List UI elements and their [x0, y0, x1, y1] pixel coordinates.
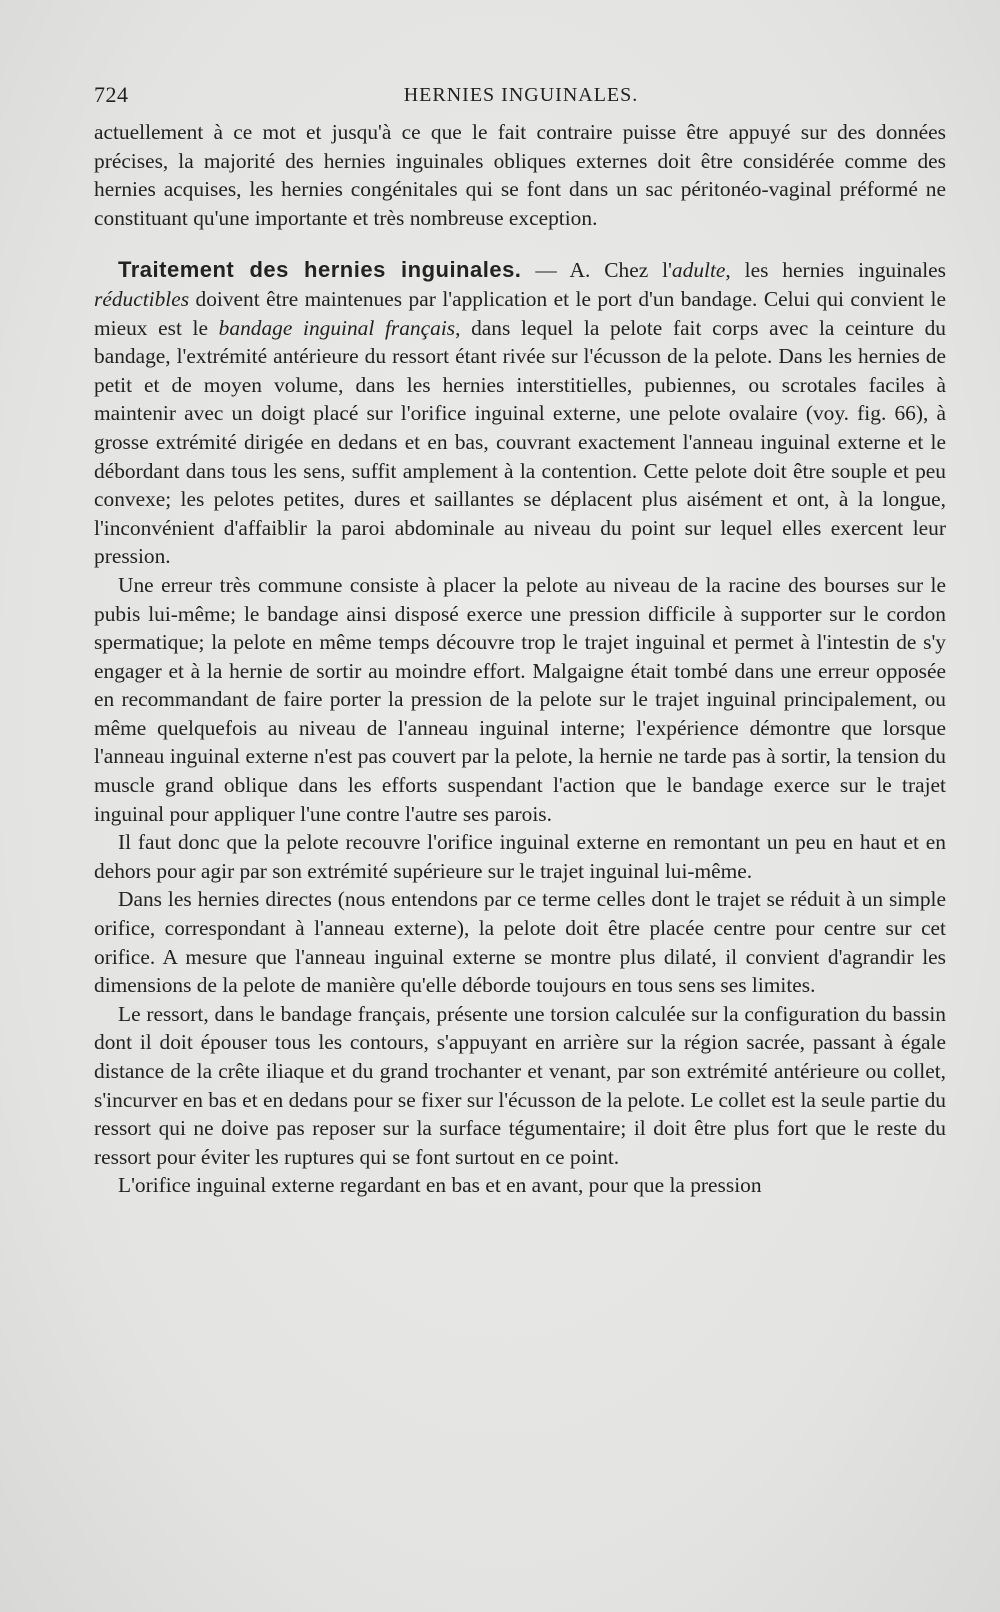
paragraph-4: Il faut donc que la pelote recouvre l'orifice inguinal externe en remontant un peu en haut et en dehors pour agir par son extrémité supérieure sur le trajet inguinal lui-même.	[94, 830, 946, 883]
page-header	[94, 80, 948, 110]
paragraph-6: Le ressort, dans le bandage français, présente une torsion calculée sur la configuration du bassin dont il doit épouser tous les contours, s'appuyant en arrière sur la région sacrée, passant à égale distance de la crête iliaque et du grand trochanter et venant, par son extrémité antérieure ou collet, s'incurver en bas et en dedans pour se fixer sur l'écusson de la pelote. Le collet est la seule partie du ressort qui ne doive pas reposer sur la surface tégumentaire; il doit être plus fort que le reste du ressort pour éviter les ruptures qui se font surtout en ce point.	[94, 1001, 946, 1169]
paragraph-2-italic-adulte: adulte	[671, 258, 726, 283]
paragraph-2-italic-bandage: bandage inguinal français	[218, 315, 456, 340]
section-title: Traitement des hernies inguinales.	[118, 257, 522, 283]
paragraph-2-text-2: doivent être maintenues par l'application et le port d'un bandage. Celui qui convient le mieux est le	[94, 286, 946, 340]
paragraph-7: L'orifice inguinal externe regardant en bas et en avant, pour que la pression	[118, 1173, 762, 1198]
paragraph-2-italic-reductibles: réductibles	[94, 286, 190, 311]
paragraph-3: Une erreur très commune consiste à placer la pelote au niveau de la racine des bourses sur le pubis lui-même; le bandage ainsi disposé exerce une pression difficile à supporter sur le cordon spermatique; la pelote en même temps découvre trop le trajet inguinal et permet à l'intestin de s'y engager et à la hernie de sortir au moindre effort. Malgaigne était tombé dans une erreur opposée en recommandant de faire porter la pression de la pelote sur le trajet inguinal principalement, ou même quelquefois au niveau de l'anneau inguinal interne; l'expérience démontre que lorsque l'anneau inguinal externe n'est pas couvert par la pelote, la hernie ne tarde pas à sortir, la tension du muscle grand oblique dans les efforts suspendant l'action que le bandage exerce sur le trajet inguinal pour appliquer l'une contre l'autre ses parois.	[94, 572, 946, 826]
paragraph-2	[94, 256, 946, 571]
running-title: HERNIES INGUINALES.	[403, 84, 639, 106]
paragraph-2-dash: — A. Chez l'	[521, 258, 672, 283]
page-number: 724	[94, 82, 129, 107]
paragraph-2-text-3: , dans lequel la pelote fait corps avec la ceinture du bandage, l'extrémité antérieure du ressort étant rivée sur l'écusson de la pelote. Dans les hernies de petit et de moyen volume, dans les hernies interstitielles, pubiennes, ou scrotales faciles à maintenir avec un doigt placé sur l'orifice inguinal externe, une pelote ovalaire (voy. fig. 66), à grosse extrémité dirigée en dedans et en bas, couvrant exactement l'anneau inguinal externe et le débordant dans tous les sens, suffit amplement à la contention. Cette pelote doit être souple et peu convexe; les pelotes petites, dures et saillantes se déplacent plus aisément et ont, à la longue, l'inconvénient d'affaiblir la paroi abdominale au niveau du point sur lequel elles exercent leur pression.	[94, 315, 946, 569]
paragraph-5: Dans les hernies directes (nous entendons par ce terme celles dont le trajet se réduit à un simple orifice, correspondant à l'anneau externe), la pelote doit être placée centre pour centre sur cet orifice. A mesure que l'anneau inguinal externe se montre plus dilaté, il convient d'agrandir les dimensions de la pelote de manière qu'elle déborde toujours en tous sens ses limites.	[94, 887, 946, 998]
body-text	[94, 118, 946, 1200]
paragraph-2-text-1: , les hernies inguinales	[725, 258, 946, 283]
paragraph-1: actuellement à ce mot et jusqu'à ce que le fait contraire puisse être appuyé sur des données précises, la majorité des hernies inguinales obliques externes doit être considérée comme des hernies acquises, les hernies congénitales qui se font dans un sac péritonéo-vaginal préformé ne constituant qu'une importante et très nombreuse exception.	[94, 120, 946, 230]
